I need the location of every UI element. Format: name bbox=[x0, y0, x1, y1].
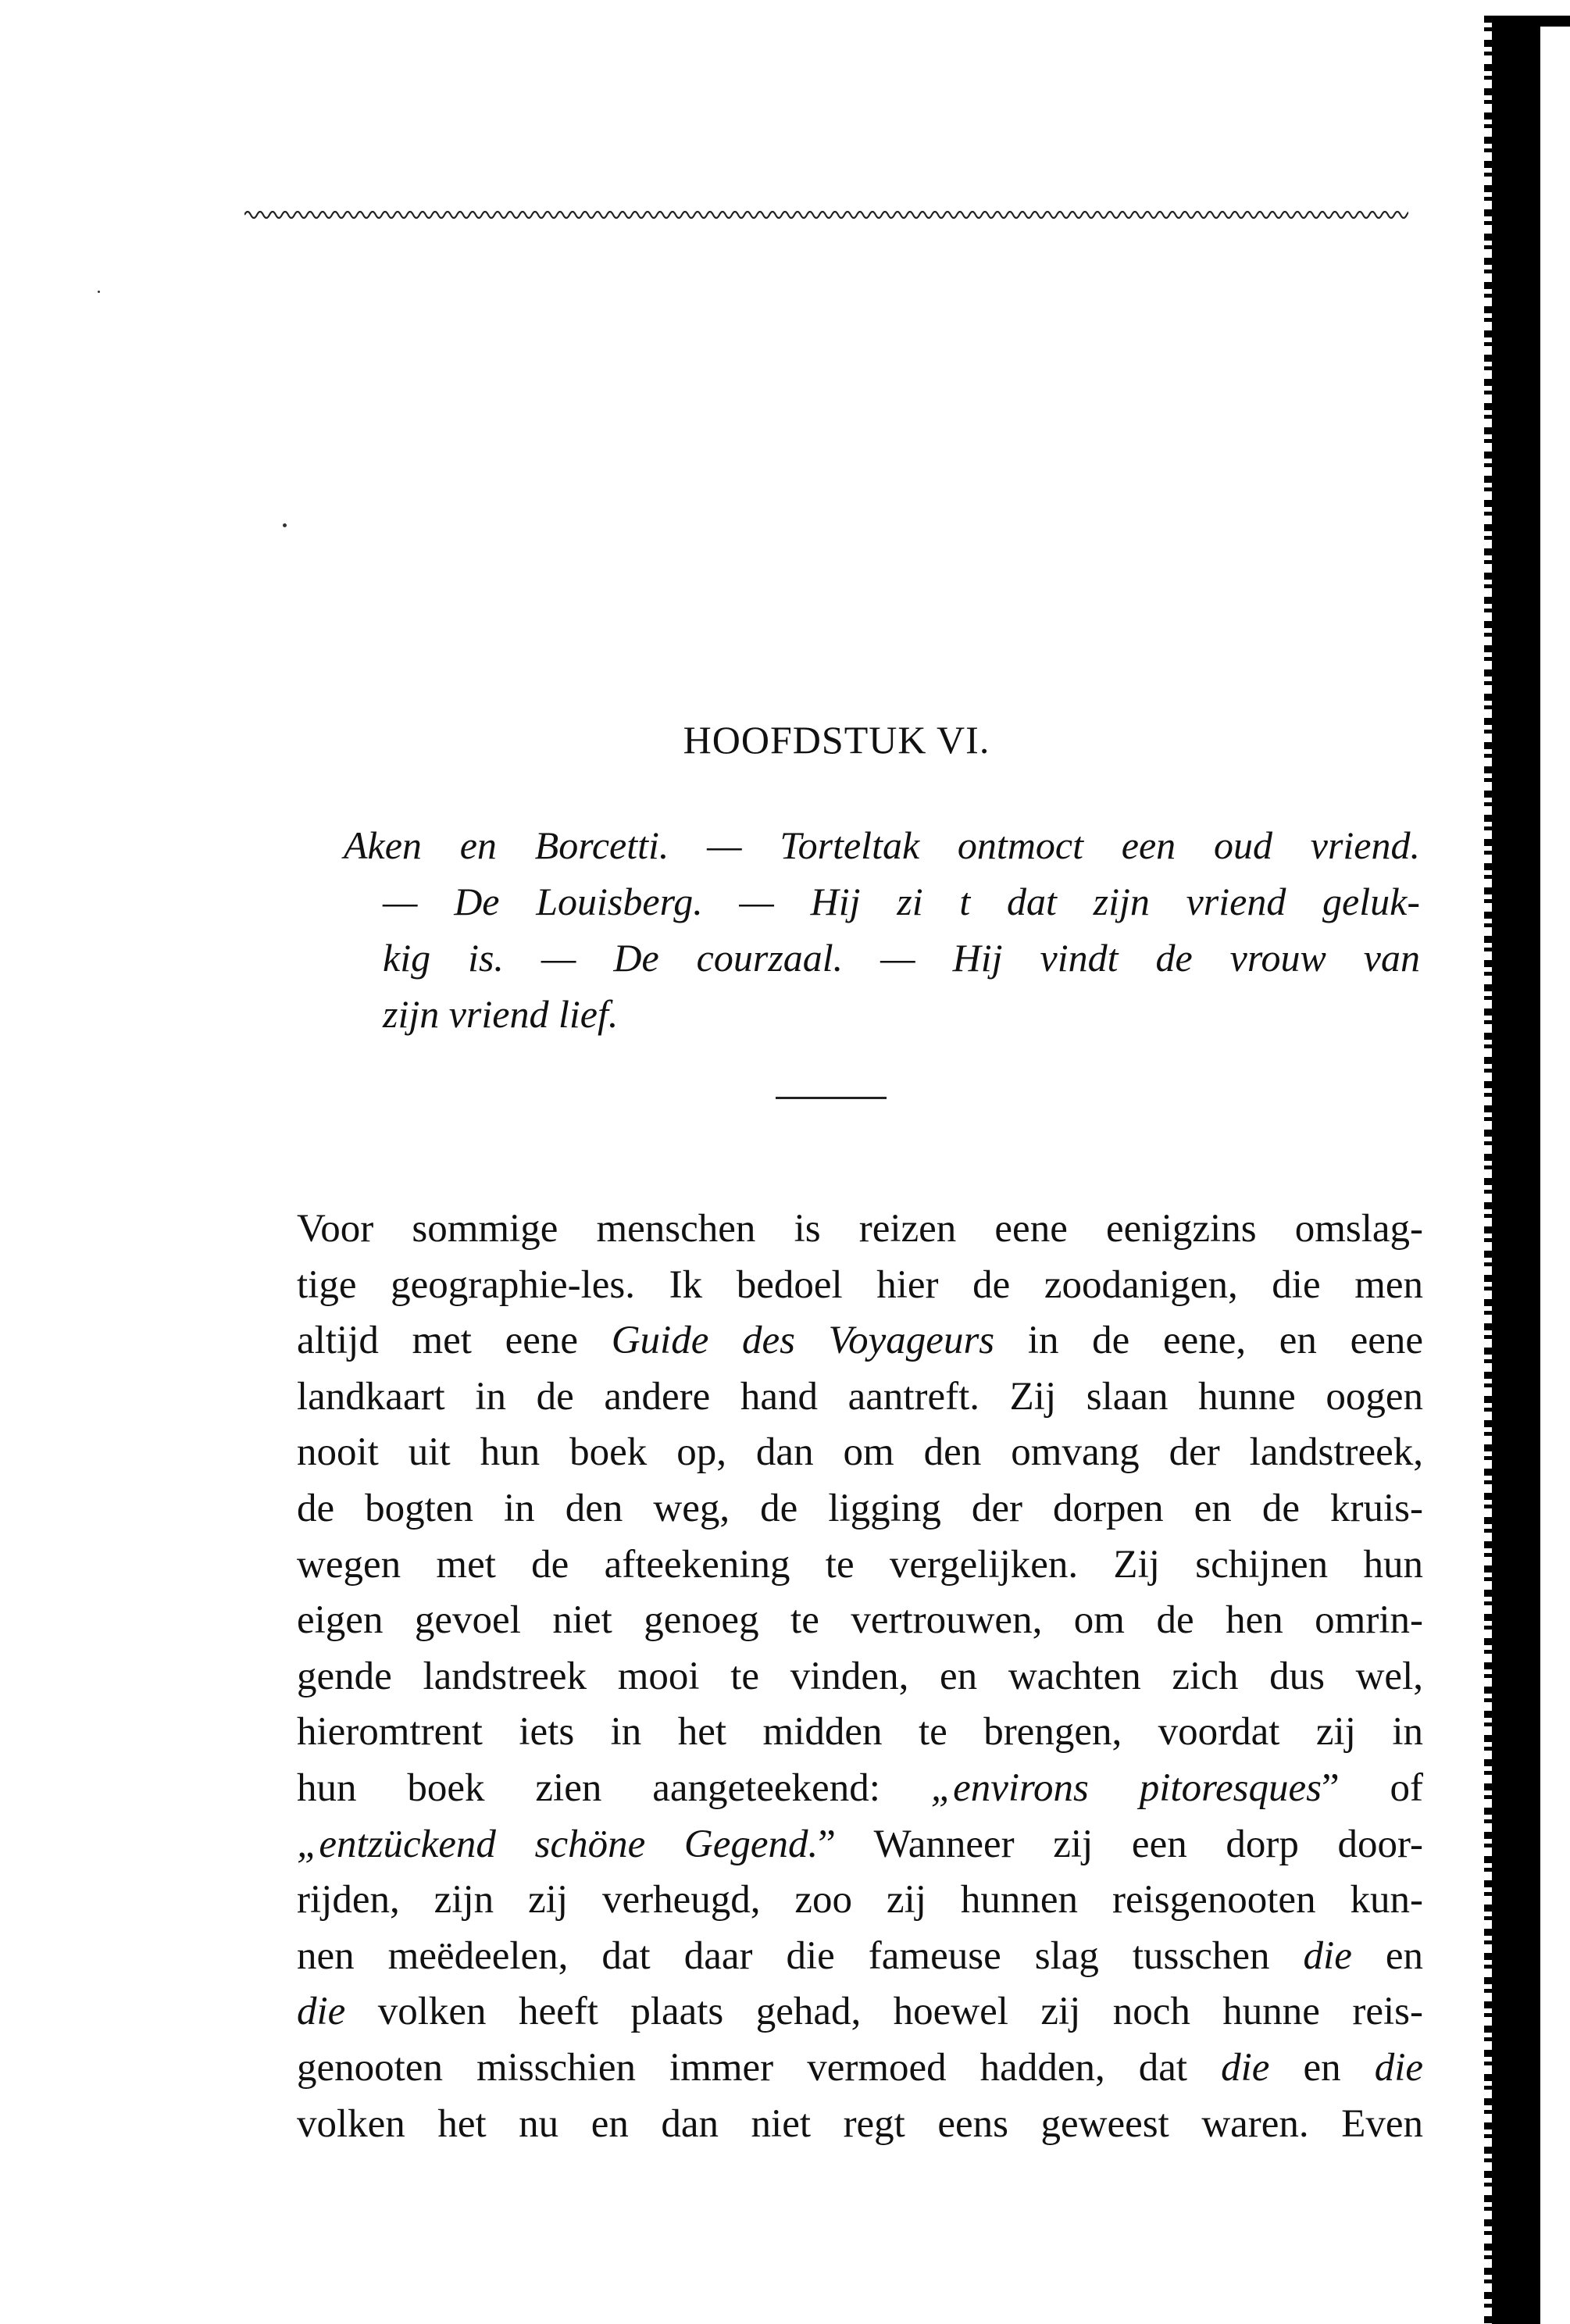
text-segment: volken heeft plaats gehad, hoewel zij noch hunne reis- bbox=[345, 1990, 1423, 2034]
summary-line: zijn vriend lief. bbox=[383, 992, 619, 1036]
text-line bbox=[297, 1761, 1423, 1817]
summary-line: Aken en Borcetti. — Torteltak ontmoct een oud vriend. bbox=[344, 823, 1420, 867]
chapter-title: HOOFDSTUK VI. bbox=[683, 718, 990, 762]
text-line bbox=[297, 2097, 1423, 2153]
text-segment: eigen gevoel niet genoeg te vertrouwen, om de hen omrin- bbox=[297, 1598, 1423, 1643]
section-divider bbox=[776, 1097, 887, 1099]
page-edge-shadow bbox=[1540, 16, 1570, 27]
italic-text: „environs pitoresques bbox=[930, 1765, 1322, 1810]
text-line bbox=[297, 1258, 1423, 1314]
text-segment: hieromtrent iets in het midden te brengen, voordat zij in bbox=[297, 1710, 1423, 1755]
text-segment: de bogten in den weg, de ligging der dorpen en de kruis- bbox=[297, 1486, 1423, 1530]
text-segment: ” Wanneer zij een dorp door- bbox=[818, 1822, 1423, 1866]
text-line bbox=[297, 1872, 1423, 1929]
text-segment: en bbox=[1269, 2045, 1375, 2090]
text-segment: altijd met eene bbox=[297, 1319, 612, 1363]
text-segment: gende landstreek mooi te vinden, en wachten zich dus wel, bbox=[297, 1654, 1423, 1698]
text-segment: hun boek zien aangeteekend: bbox=[297, 1765, 931, 1810]
italic-text: Guide des Voyageurs bbox=[611, 1319, 995, 1363]
text-segment: ” of bbox=[1322, 1765, 1423, 1810]
text-line bbox=[297, 1649, 1423, 1705]
ornamental-wavy-rule bbox=[244, 205, 1408, 225]
page-edge-shadow bbox=[1484, 16, 1492, 2324]
text-segment: rijden, zijn zij verheugd, zoo zij hunnen reisgenooten kun- bbox=[297, 1878, 1423, 1922]
scan-speck bbox=[98, 291, 100, 293]
text-line bbox=[297, 1817, 1423, 1873]
summary-line: — De Louisberg. — Hij zi t dat zijn vriend geluk- bbox=[383, 880, 1420, 923]
scan-speck bbox=[283, 523, 287, 527]
text-segment: landkaart in de andere hand aantreft. Zij slaan hunne oogen bbox=[297, 1374, 1423, 1419]
italic-text: die bbox=[1374, 2045, 1423, 2090]
text-segment: in de eene, en eene bbox=[994, 1319, 1424, 1363]
summary-line: kig is. — De courzaal. — Hij vindt de vrouw van bbox=[383, 936, 1420, 980]
italic-text: die bbox=[297, 1990, 346, 2034]
text-segment: volken het nu en dan niet regt eens geweest waren. Even bbox=[297, 2101, 1423, 2146]
text-line bbox=[297, 1481, 1423, 1537]
text-segment: nen meëdeelen, dat daar die fameuse slag tusschen bbox=[297, 1933, 1304, 1978]
text-line bbox=[297, 1705, 1423, 1761]
italic-text: die bbox=[1221, 2045, 1270, 2090]
text-segment: genooten misschien immer vermoed hadden, dat bbox=[297, 2045, 1222, 2090]
text-line bbox=[297, 1313, 1423, 1369]
chapter-summary bbox=[344, 817, 1420, 1042]
text-line bbox=[297, 2040, 1423, 2097]
text-line bbox=[297, 1201, 1423, 1258]
text-segment: wegen met de afteekening te vergelijken. Zij schijnen hun bbox=[297, 1542, 1423, 1587]
text-line bbox=[297, 1984, 1423, 2040]
text-line bbox=[297, 1425, 1423, 1481]
text-segment: Voor sommige menschen is reizen eene eenigzins omslag- bbox=[297, 1207, 1423, 1251]
page-edge-shadow bbox=[1492, 16, 1540, 2324]
text-segment: tige geographie-les. Ik bedoel hier de zoodanigen, die men bbox=[297, 1262, 1423, 1307]
text-segment: nooit uit hun boek op, dan om den omvang der landstreek, bbox=[297, 1430, 1423, 1475]
text-line bbox=[297, 1593, 1423, 1649]
text-line bbox=[297, 1929, 1423, 1985]
italic-text: die bbox=[1303, 1933, 1352, 1978]
body-text bbox=[297, 1201, 1423, 2152]
text-segment: en bbox=[1351, 1933, 1423, 1978]
italic-text: „entzückend schöne Gegend. bbox=[297, 1822, 819, 1866]
text-line bbox=[297, 1537, 1423, 1594]
text-line bbox=[297, 1369, 1423, 1426]
